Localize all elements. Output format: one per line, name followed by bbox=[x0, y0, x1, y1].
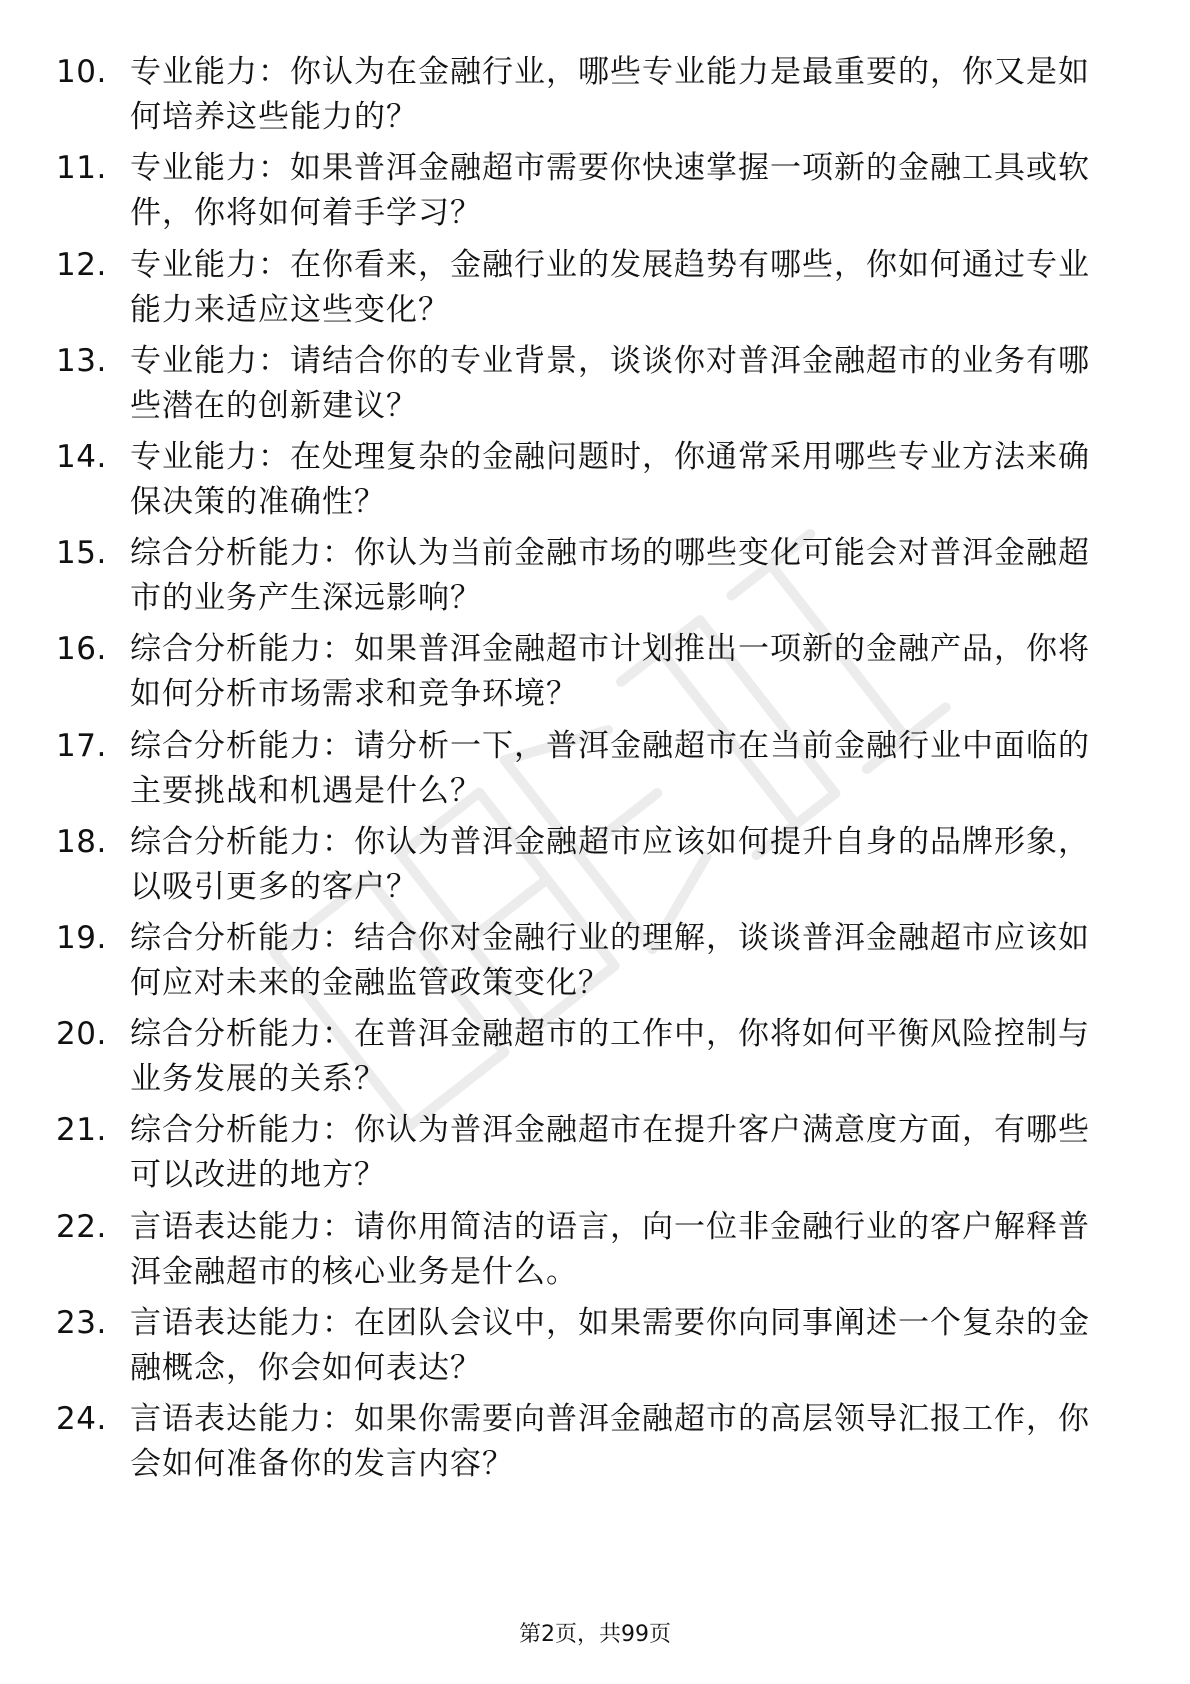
question-text: 综合分析能力：你认为普洱金融超市应该如何提升自身的品牌形象，以吸引更多的客户？ bbox=[130, 824, 1090, 905]
question-number: 16. bbox=[56, 631, 107, 667]
question-text: 言语表达能力：如果你需要向普洱金融超市的高层领导汇报工作，你会如何准备你的发言内容？ bbox=[130, 1401, 1090, 1482]
question-item bbox=[56, 820, 1136, 910]
question-number: 24. bbox=[56, 1401, 107, 1437]
question-item bbox=[56, 531, 1136, 621]
question-text: 综合分析能力：在普洱金融超市的工作中，你将如何平衡风险控制与业务发展的关系？ bbox=[130, 1016, 1090, 1097]
question-item bbox=[56, 1397, 1136, 1487]
question-text: 综合分析能力：请分析一下，普洱金融超市在当前金融行业中面临的主要挑战和机遇是什么？ bbox=[130, 728, 1090, 809]
question-number: 17. bbox=[56, 728, 107, 764]
question-item bbox=[56, 146, 1136, 236]
question-text: 专业能力：在你看来，金融行业的发展趋势有哪些，你如何通过专业能力来适应这些变化？ bbox=[130, 247, 1090, 328]
question-number: 20. bbox=[56, 1016, 107, 1052]
question-number: 12. bbox=[56, 247, 107, 283]
question-item bbox=[56, 339, 1136, 429]
question-text: 综合分析能力：你认为普洱金融超市在提升客户满意度方面，有哪些可以改进的地方？ bbox=[130, 1112, 1090, 1193]
question-item bbox=[56, 724, 1136, 814]
page-number-footer: 第2页，共99页 bbox=[519, 1622, 671, 1647]
question-number: 18. bbox=[56, 824, 107, 860]
question-text: 综合分析能力：如果普洱金融超市计划推出一项新的金融产品，你将如何分析市场需求和竞争环境？ bbox=[130, 631, 1090, 712]
question-item bbox=[56, 1012, 1136, 1102]
question-number: 21. bbox=[56, 1112, 107, 1148]
question-number: 10. bbox=[56, 54, 107, 90]
question-text: 专业能力：在处理复杂的金融问题时，你通常采用哪些专业方法来确保决策的准确性？ bbox=[130, 439, 1090, 520]
question-number: 15. bbox=[56, 535, 107, 571]
question-text: 综合分析能力：结合你对金融行业的理解，谈谈普洱金融超市应该如何应对未来的金融监管政策变化？ bbox=[130, 920, 1090, 1001]
question-number: 19. bbox=[56, 920, 107, 956]
question-item bbox=[56, 50, 1136, 140]
question-number: 14. bbox=[56, 439, 107, 475]
question-item bbox=[56, 916, 1136, 1006]
question-item bbox=[56, 435, 1136, 525]
question-text: 言语表达能力：在团队会议中，如果需要你向同事阐述一个复杂的金融概念，你会如何表达？ bbox=[130, 1305, 1090, 1386]
question-number: 11. bbox=[56, 150, 107, 186]
question-item bbox=[56, 1205, 1136, 1295]
question-text: 专业能力：你认为在金融行业，哪些专业能力是最重要的，你又是如何培养这些能力的？ bbox=[130, 54, 1090, 135]
question-number: 23. bbox=[56, 1305, 107, 1341]
question-item bbox=[56, 1301, 1136, 1391]
question-item bbox=[56, 627, 1136, 717]
question-number: 13. bbox=[56, 343, 107, 379]
question-text: 专业能力：如果普洱金融超市需要你快速掌握一项新的金融工具或软件，你将如何着手学习？ bbox=[130, 150, 1090, 231]
question-text: 言语表达能力：请你用简洁的语言，向一位非金融行业的客户解释普洱金融超市的核心业务是什么。 bbox=[130, 1209, 1090, 1290]
question-text: 专业能力：请结合你的专业背景，谈谈你对普洱金融超市的业务有哪些潜在的创新建议？ bbox=[130, 343, 1090, 424]
question-number: 22. bbox=[56, 1209, 107, 1245]
question-item bbox=[56, 1108, 1136, 1198]
question-text: 综合分析能力：你认为当前金融市场的哪些变化可能会对普洱金融超市的业务产生深远影响？ bbox=[130, 535, 1090, 616]
question-item bbox=[56, 243, 1136, 333]
